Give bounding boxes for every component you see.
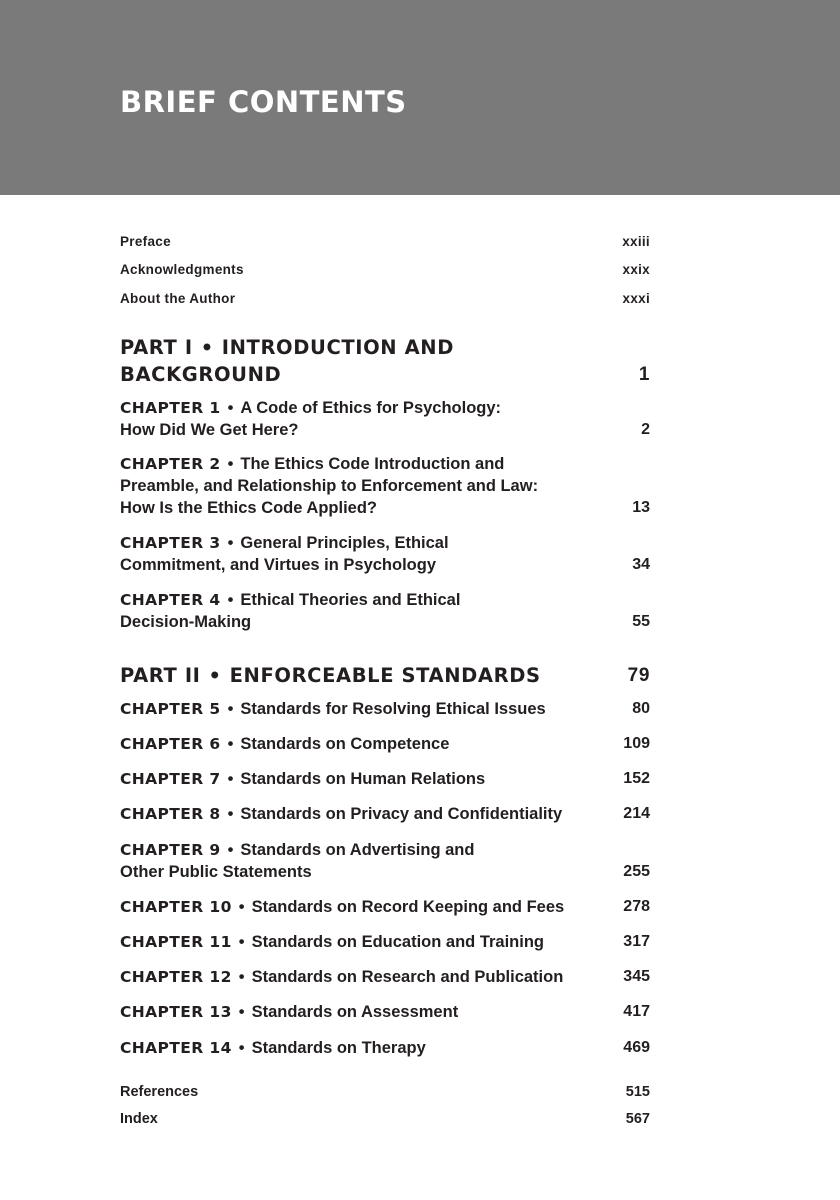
chapter-title-line2: Decision-Making [120, 613, 252, 631]
part-title-line1: ENFORCEABLE STANDARDS [229, 664, 541, 687]
toc-entry-references[interactable] [120, 1083, 650, 1101]
chapter-title-line1: Standards on Record Keeping and Fees [251, 898, 565, 916]
toc-chapter-3[interactable] [120, 532, 650, 576]
chapter-number: CHAPTER 9 [120, 841, 221, 859]
toc-chapter-9[interactable] [120, 839, 650, 883]
part-title-line2: BACKGROUND [120, 363, 282, 386]
entry-page: 13 [632, 499, 650, 516]
entry-page: 345 [623, 968, 650, 985]
entry-page: xxiii [622, 234, 650, 249]
chapter-number: CHAPTER 6 [120, 735, 221, 753]
entry-label: Index [120, 1111, 158, 1127]
bullet: • [200, 336, 214, 359]
toc-chapter-14[interactable] [120, 1037, 650, 1059]
part-number: PART I [120, 336, 193, 359]
chapter-title-line1: A Code of Ethics for Psychology: [240, 399, 502, 417]
bullet: • [227, 770, 234, 788]
chapter-title-line1: Standards on Research and Publication [251, 968, 564, 986]
toc-chapter-8[interactable] [120, 803, 650, 825]
bullet: • [227, 399, 234, 417]
entry-page: 1 [638, 364, 650, 385]
entry-label: References [120, 1084, 199, 1100]
chapter-title-line1: The Ethics Code Introduction and [240, 455, 505, 473]
toc-chapter-5[interactable] [120, 698, 650, 720]
toc-entry-acknowledgments[interactable] [120, 262, 650, 278]
toc-part-1[interactable] [120, 334, 650, 388]
entry-page: 55 [632, 613, 650, 630]
entry-page: 214 [623, 805, 650, 822]
bullet: • [238, 1003, 245, 1021]
chapter-number: CHAPTER 2 [120, 455, 221, 473]
toc-chapter-11[interactable] [120, 931, 650, 953]
entry-page: 469 [623, 1039, 650, 1056]
toc-chapter-10[interactable] [120, 896, 650, 918]
entry-label: About the Author [120, 291, 236, 306]
toc-entry-about-the-author[interactable] [120, 291, 650, 307]
toc-chapter-13[interactable] [120, 1001, 650, 1023]
chapter-number: CHAPTER 13 [120, 1003, 232, 1021]
part-title-line1: INTRODUCTION AND [221, 336, 455, 359]
bullet: • [238, 968, 245, 986]
part-number: PART II [120, 664, 201, 687]
bullet: • [227, 805, 234, 823]
entry-page: 80 [632, 700, 650, 717]
chapter-title-line1: Standards on Human Relations [240, 770, 486, 788]
header-banner [0, 0, 840, 195]
chapter-number: CHAPTER 5 [120, 700, 221, 718]
entry-page: xxix [622, 262, 650, 277]
chapter-number: CHAPTER 10 [120, 898, 232, 916]
chapter-title-line2: How Did We Get Here? [120, 421, 299, 439]
chapter-number: CHAPTER 8 [120, 805, 221, 823]
chapter-number: CHAPTER 3 [120, 534, 221, 552]
entry-page: 79 [627, 665, 650, 686]
chapter-title-line1: Standards on Assessment [251, 1003, 459, 1021]
chapter-number: CHAPTER 14 [120, 1039, 232, 1057]
chapter-title-line1: Standards on Competence [240, 735, 450, 753]
toc-chapter-2[interactable] [120, 453, 650, 519]
toc-entry-preface[interactable] [120, 234, 650, 250]
bullet: • [227, 455, 234, 473]
toc-chapter-4[interactable] [120, 589, 650, 633]
chapter-title-line3: How Is the Ethics Code Applied? [120, 499, 377, 517]
bullet: • [227, 700, 234, 718]
chapter-number: CHAPTER 11 [120, 933, 232, 951]
bullet: • [227, 534, 234, 552]
chapter-title-line2: Preamble, and Relationship to Enforcement and Law: [120, 477, 539, 495]
entry-page: 278 [623, 898, 650, 915]
chapter-number: CHAPTER 4 [120, 591, 221, 609]
toc-chapter-7[interactable] [120, 768, 650, 790]
entry-page: xxxi [622, 291, 650, 306]
entry-label: Preface [120, 234, 171, 249]
chapter-number: CHAPTER 7 [120, 770, 221, 788]
toc-chapter-1[interactable] [120, 397, 650, 441]
chapter-title-line1: Standards on Education and Training [251, 933, 545, 951]
chapter-title-line1: Ethical Theories and Ethical [240, 591, 461, 609]
entry-page: 317 [623, 933, 650, 950]
bullet: • [208, 664, 222, 687]
entry-page: 255 [623, 863, 650, 880]
chapter-title-line1: General Principles, Ethical [240, 534, 449, 552]
bullet: • [227, 841, 234, 859]
page-title: BRIEF CONTENTS [120, 85, 407, 119]
toc-entry-index[interactable] [120, 1110, 650, 1128]
entry-page: 34 [632, 556, 650, 573]
bullet: • [238, 898, 245, 916]
entry-page: 152 [623, 770, 650, 787]
chapter-title-line1: Standards on Advertising and [240, 841, 475, 859]
bullet: • [238, 933, 245, 951]
chapter-number: CHAPTER 12 [120, 968, 232, 986]
bullet: • [227, 735, 234, 753]
toc-chapter-6[interactable] [120, 733, 650, 755]
entry-page: 567 [625, 1111, 650, 1127]
toc-chapter-12[interactable] [120, 966, 650, 988]
chapter-title-line1: Standards on Therapy [251, 1039, 426, 1057]
bullet: • [227, 591, 234, 609]
entry-page: 417 [623, 1003, 650, 1020]
toc-part-2[interactable] [120, 662, 650, 689]
entry-page: 2 [641, 421, 650, 438]
chapter-number: CHAPTER 1 [120, 399, 221, 417]
entry-page: 515 [625, 1084, 650, 1100]
bullet: • [238, 1039, 245, 1057]
chapter-title-line2: Commitment, and Virtues in Psychology [120, 556, 437, 574]
chapter-title-line1: Standards for Resolving Ethical Issues [240, 700, 546, 718]
entry-page: 109 [623, 735, 650, 752]
entry-label: Acknowledgments [120, 262, 244, 277]
chapter-title-line1: Standards on Privacy and Confidentiality [240, 805, 563, 823]
chapter-title-line2: Other Public Statements [120, 863, 312, 881]
